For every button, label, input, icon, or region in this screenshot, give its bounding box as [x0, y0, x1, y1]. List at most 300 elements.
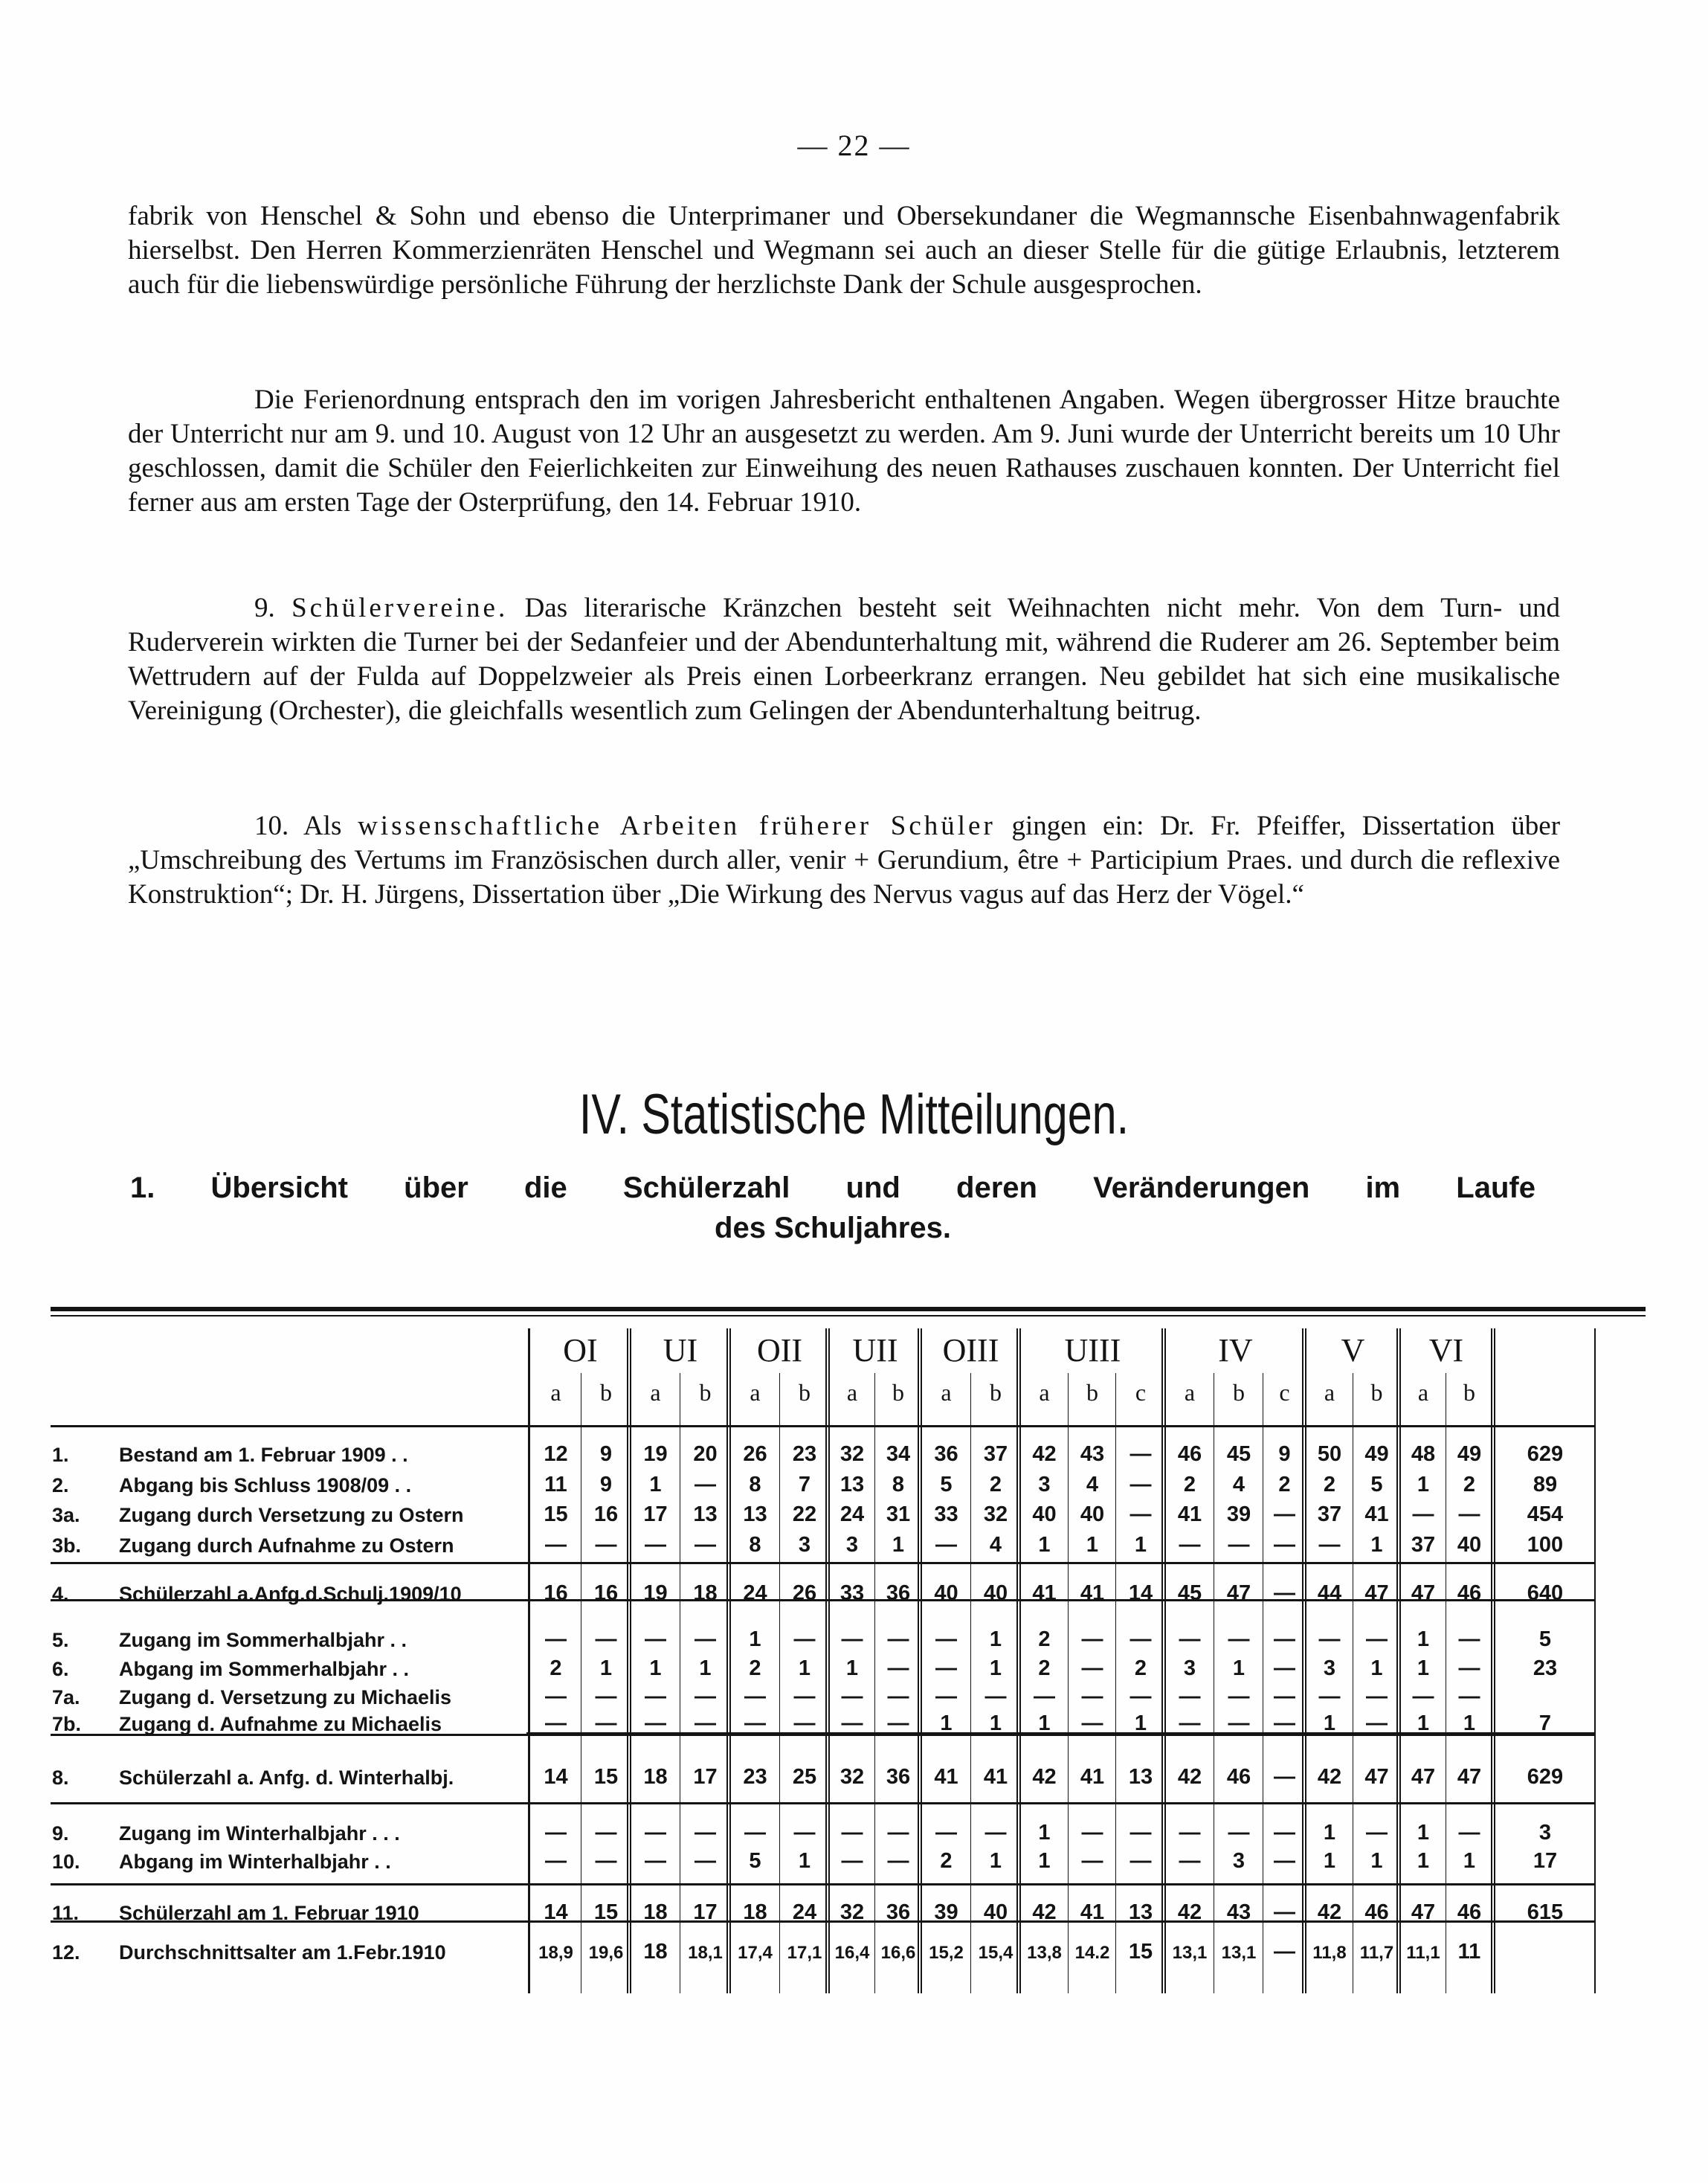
table-cell: 25 [792, 1765, 817, 1789]
table-cell: — [1228, 1711, 1250, 1735]
table-cell: — [1274, 1627, 1295, 1651]
table-cell: 1 [1232, 1656, 1245, 1680]
table-cell: — [1318, 1685, 1341, 1708]
table-cell: 3 [1183, 1656, 1196, 1680]
statistics-table [51, 1316, 1646, 2183]
table-cell: — [984, 1821, 1007, 1845]
table-cell: 5 [940, 1473, 953, 1496]
table-cell: 36 [886, 1765, 911, 1789]
table-cell: — [1129, 1849, 1152, 1873]
table-heading-word: und [845, 1171, 900, 1204]
table-cell: 40 [1032, 1502, 1057, 1526]
row-total: 17 [1533, 1849, 1558, 1873]
table-cell: — [1412, 1502, 1434, 1526]
section-9-number: 9. [254, 593, 275, 623]
table-cell: 36 [934, 1442, 958, 1466]
table-row-rule [51, 1883, 1596, 1885]
table-cell: 1 [1417, 1711, 1430, 1735]
table-cell: 26 [743, 1442, 767, 1466]
table-cell: 46 [1364, 1900, 1389, 1924]
table-cell: 1 [1417, 1473, 1430, 1496]
table-cell: — [1081, 1656, 1103, 1680]
table-cell: — [695, 1849, 716, 1873]
table-cell: — [545, 1627, 567, 1651]
table-cell: 1 [1370, 1849, 1383, 1873]
table-cell: — [695, 1533, 716, 1557]
class-subheader: a [750, 1379, 761, 1406]
class-subheader: a [846, 1379, 858, 1406]
table-cell: — [935, 1821, 957, 1845]
table-cell: 1 [1417, 1849, 1430, 1873]
table-cell: — [1274, 1940, 1295, 1964]
table-cell: 1 [1323, 1711, 1336, 1735]
table-cell: 16 [593, 1502, 619, 1526]
table-cell: 11,1 [1406, 1943, 1440, 1963]
table-cell: 49 [1457, 1442, 1482, 1466]
table-cell: 48 [1411, 1442, 1436, 1466]
row-number: 8. [52, 1766, 69, 1789]
row-label: Schülerzahl am 1. Februar 1910 [119, 1902, 419, 1924]
table-heading-line-2: des Schuljahres. [715, 1212, 951, 1244]
row-label: Schülerzahl a. Anfg. d. Winterhalbj. [119, 1766, 454, 1789]
table-cell: 17,4 [738, 1943, 773, 1963]
table-cell: 41 [934, 1765, 958, 1789]
paragraph-1-text: fabrik von Henschel & Sohn und ebenso die Unterprimaner und Obersekundaner die Wegmannsche Eisenbahnwagenfabrik hierselbst. Den Herren Kommerzienräten Henschel und Wegmann sei auch an dieser Stelle für die gütige Erlaubnis, letzterem auch für die liebenswürdige persönliche Führung der herzlichste Dank der Schule ausgesprochen. [128, 201, 1560, 300]
table-cell: 42 [1032, 1442, 1057, 1466]
table-cell: 14 [1128, 1581, 1153, 1605]
class-subheader: a [1184, 1379, 1196, 1406]
table-heading-word: die [523, 1171, 567, 1204]
table-cell: 8 [749, 1473, 761, 1496]
table-cell: 24 [743, 1581, 767, 1605]
table-cell: — [695, 1711, 716, 1735]
class-subheader: a [941, 1379, 952, 1406]
table-cell: 47 [1364, 1765, 1389, 1789]
row-number: 3b. [52, 1534, 82, 1557]
table-cell: 1 [1323, 1849, 1336, 1873]
table-cell: 4 [1086, 1473, 1099, 1496]
table-cell: 1 [989, 1849, 1002, 1873]
table-cell: — [645, 1627, 666, 1651]
table-cell: — [1179, 1821, 1201, 1845]
table-cell: 1 [1038, 1821, 1051, 1845]
table-cell: 45 [1177, 1581, 1202, 1605]
table-heading-word: Übersicht [210, 1171, 348, 1204]
table-cell: 40 [1457, 1533, 1482, 1557]
table-cell: 37 [1317, 1502, 1342, 1526]
table-cell: — [793, 1821, 816, 1845]
table-row-rule [51, 1802, 1596, 1804]
table-cell: 2 [989, 1473, 1002, 1496]
class-subheader: b [990, 1379, 1002, 1406]
table-cell: 8 [892, 1473, 905, 1496]
table-cell: — [595, 1533, 617, 1557]
table-cell: — [1318, 1627, 1341, 1651]
paragraph-1 [128, 199, 1560, 302]
table-cell: — [595, 1685, 617, 1708]
table-cell: 1 [649, 1656, 662, 1680]
table-cell: 13 [1128, 1765, 1153, 1789]
table-cell: — [1081, 1627, 1103, 1651]
table-cell: — [841, 1627, 863, 1651]
table-cell: 2 [940, 1849, 953, 1873]
row-number: 4. [52, 1583, 69, 1605]
table-cell: 3 [1232, 1849, 1245, 1873]
table-top-rule [51, 1307, 1646, 1311]
table-cell: 3 [845, 1533, 859, 1557]
table-cell: 2 [749, 1656, 761, 1680]
class-subheader: b [799, 1379, 811, 1406]
table-cell: 39 [934, 1900, 958, 1924]
table-cell: 3 [1038, 1473, 1051, 1496]
table-cell: 3 [798, 1533, 811, 1557]
table-cell: — [1228, 1627, 1250, 1651]
table-cell: 50 [1317, 1442, 1342, 1466]
table-cell: 1 [1417, 1627, 1430, 1651]
table-cell: — [1366, 1821, 1388, 1845]
table-cell: 47 [1411, 1900, 1436, 1924]
table-cell: 19 [643, 1442, 668, 1466]
table-cell: 47 [1411, 1581, 1436, 1605]
table-cell: 11 [1457, 1940, 1481, 1964]
table-cell: — [1081, 1849, 1103, 1873]
row-label: Abgang bis Schluss 1908/09 . . [119, 1474, 412, 1496]
table-cell: 1 [989, 1711, 1002, 1735]
table-cell: 39 [1226, 1502, 1251, 1526]
table-cell: 4 [1232, 1473, 1245, 1496]
table-cell: 26 [792, 1581, 817, 1605]
table-cell: 2 [550, 1656, 562, 1680]
row-total: 629 [1527, 1442, 1564, 1466]
class-subheader: c [1279, 1379, 1290, 1406]
table-cell: — [887, 1627, 909, 1651]
table-cell: 18 [643, 1940, 668, 1964]
table-cell: — [1081, 1711, 1103, 1735]
table-cell: — [695, 1473, 716, 1496]
table-cell: — [935, 1656, 957, 1680]
class-subheader: a [1039, 1379, 1050, 1406]
section-9-heading: Schülervereine. [291, 593, 509, 623]
table-cell: — [645, 1533, 666, 1557]
table-cell: 22 [792, 1502, 817, 1526]
table-cell: 23 [743, 1765, 767, 1789]
table-cell: — [1228, 1685, 1250, 1708]
table-cell: — [1228, 1821, 1250, 1845]
table-cell: — [695, 1627, 716, 1651]
table-cell: 14.2 [1074, 1943, 1110, 1963]
class-subheader: b [1086, 1379, 1098, 1406]
table-heading-word: Schülerzahl [622, 1171, 790, 1204]
table-cell: — [545, 1849, 567, 1873]
table-cell: 42 [1032, 1765, 1057, 1789]
table-cell: 46 [1177, 1442, 1202, 1466]
table-cell: 4 [989, 1533, 1002, 1557]
table-cell: — [1129, 1821, 1152, 1845]
table-cell: — [1412, 1685, 1434, 1708]
table-cell: — [545, 1711, 567, 1735]
table-cell: 15 [593, 1900, 619, 1924]
table-cell: — [1179, 1711, 1201, 1735]
paragraph-2 [128, 383, 1560, 520]
table-cell: — [1274, 1711, 1295, 1735]
table-cell: 41 [1177, 1502, 1202, 1526]
table-cell: 12 [544, 1442, 568, 1466]
table-cell: 1 [699, 1656, 712, 1680]
table-cell: — [887, 1849, 909, 1873]
row-number: 6. [52, 1658, 69, 1680]
class-subheader: b [699, 1379, 712, 1406]
table-cell: 18 [643, 1765, 668, 1789]
class-header: OIII [942, 1332, 999, 1369]
class-header: OI [563, 1332, 598, 1369]
table-cell: — [841, 1711, 863, 1735]
table-cell: 17 [693, 1765, 718, 1789]
table-cell: 32 [840, 1442, 865, 1466]
table-cell: 18,9 [538, 1943, 573, 1963]
table-cell: — [545, 1685, 567, 1708]
table-heading [130, 1168, 1535, 1248]
class-subheader: b [600, 1379, 612, 1406]
section-10 [128, 809, 1560, 912]
table-cell: 7 [798, 1473, 811, 1496]
table-cell: — [887, 1711, 909, 1735]
table-cell: 41 [1080, 1900, 1105, 1924]
table-cell: — [1274, 1533, 1295, 1557]
section-10-heading: wissenschaftliche Arbeiten früherer Schüler [358, 811, 996, 841]
table-cell: 47 [1457, 1765, 1482, 1789]
table-cell: — [1228, 1533, 1250, 1557]
table-cell: 2 [1134, 1656, 1147, 1680]
table-cell: — [887, 1656, 909, 1680]
table-cell: 32 [840, 1765, 865, 1789]
table-cell: 1 [798, 1849, 811, 1873]
table-cell: — [1274, 1685, 1295, 1708]
table-cell: 14 [544, 1765, 568, 1789]
table-cell: 8 [749, 1533, 761, 1557]
table-cell: 1 [845, 1656, 859, 1680]
table-cell: 1 [1463, 1711, 1476, 1735]
table-cell: 1 [649, 1473, 662, 1496]
row-total: 100 [1527, 1533, 1564, 1557]
table-cell: 41 [1080, 1581, 1105, 1605]
row-number: 12. [52, 1941, 80, 1964]
table-cell: 16,6 [880, 1943, 916, 1963]
table-cell: — [841, 1821, 863, 1845]
row-number: 5. [52, 1629, 69, 1651]
table-cell: 1 [1417, 1656, 1430, 1680]
table-cell: 1 [1370, 1656, 1383, 1680]
row-total: 640 [1527, 1581, 1564, 1605]
table-cell: 2 [1183, 1473, 1196, 1496]
class-subheader: c [1135, 1379, 1147, 1406]
row-number: 1. [52, 1444, 69, 1466]
page-number: — 22 — [797, 129, 911, 162]
table-cell: 11 [544, 1473, 567, 1496]
class-subheader: b [892, 1379, 904, 1406]
table-cell: 1 [1323, 1821, 1336, 1845]
table-cell: 1 [1086, 1533, 1099, 1557]
table-cell: 13,8 [1027, 1943, 1062, 1963]
table-cell: 24 [840, 1502, 865, 1526]
table-cell: — [1458, 1502, 1480, 1526]
table-cell: 17 [643, 1502, 668, 1526]
table-cell: — [1179, 1533, 1201, 1557]
table-cell: 37 [983, 1442, 1008, 1466]
class-subheader: b [1370, 1379, 1383, 1406]
class-subheader: a [650, 1379, 661, 1406]
table-cell: 2 [1278, 1473, 1291, 1496]
table-cell: 13 [693, 1502, 718, 1526]
table-cell: 40 [983, 1900, 1008, 1924]
class-header: UII [852, 1332, 898, 1369]
table-cell: 40 [983, 1581, 1008, 1605]
table-cell: — [984, 1685, 1007, 1708]
class-header: OII [756, 1332, 803, 1369]
row-total: 89 [1533, 1473, 1558, 1496]
table-cell: 1 [1134, 1711, 1147, 1735]
table-cell: 18 [643, 1900, 668, 1924]
table-cell: 2 [1323, 1473, 1336, 1496]
table-cell: 1 [1370, 1533, 1383, 1557]
table-cell: 43 [1080, 1442, 1105, 1466]
table-cell: — [595, 1627, 617, 1651]
table-cell: 42 [1177, 1765, 1202, 1789]
table-cell: — [1458, 1627, 1480, 1651]
table-cell: 32 [840, 1900, 865, 1924]
table-cell: 2 [1038, 1627, 1051, 1651]
table-cell: — [1274, 1849, 1295, 1873]
class-subheader: b [1233, 1379, 1245, 1406]
table-cell: 40 [1080, 1502, 1105, 1526]
class-subheader: b [1463, 1379, 1475, 1406]
table-cell: 13,1 [1221, 1943, 1257, 1963]
table-cell: — [1179, 1849, 1201, 1873]
row-total: 3 [1538, 1821, 1552, 1845]
table-cell: — [1129, 1685, 1152, 1708]
table-cell: 13 [743, 1502, 767, 1526]
table-cell: 1 [749, 1627, 761, 1651]
table-cell: 43 [1226, 1900, 1251, 1924]
table-heading-line-1 [130, 1168, 1535, 1208]
row-label: Durchschnittsalter am 1.Febr.1910 [119, 1941, 446, 1964]
table-cell: 1 [798, 1656, 811, 1680]
table-cell: 15,4 [978, 1943, 1013, 1963]
table-cell: — [545, 1821, 567, 1845]
table-cell: 5 [1370, 1473, 1383, 1496]
table-cell: 1 [940, 1711, 953, 1735]
table-cell: — [793, 1711, 816, 1735]
row-number: 9. [52, 1822, 69, 1845]
table-cell: — [1179, 1627, 1201, 1651]
table-cell: — [1129, 1442, 1152, 1466]
table-cell: 41 [983, 1765, 1008, 1789]
table-cell: 18 [743, 1900, 767, 1924]
table-cell: 19 [643, 1581, 668, 1605]
table-cell: — [1129, 1502, 1152, 1526]
table-cell: 46 [1226, 1765, 1251, 1789]
table-cell: — [1458, 1685, 1480, 1708]
table-cell: — [1081, 1685, 1103, 1708]
table-cell: 19,6 [588, 1943, 624, 1963]
table-cell: 44 [1317, 1581, 1342, 1605]
table-cell: 20 [693, 1442, 718, 1466]
row-total: 615 [1527, 1900, 1564, 1924]
class-subheader: a [1324, 1379, 1335, 1406]
table-cell: — [1274, 1656, 1295, 1680]
table-cell: 13,1 [1172, 1943, 1208, 1963]
table-cell: — [1318, 1533, 1341, 1557]
row-label: Zugang im Winterhalbjahr . . . [119, 1822, 400, 1845]
table-cell: 1 [1038, 1533, 1051, 1557]
table-cell: 11,7 [1359, 1943, 1394, 1963]
class-subheader: a [550, 1379, 561, 1406]
class-header: VI [1428, 1332, 1464, 1369]
row-number: 2. [52, 1474, 69, 1496]
table-cell: 1 [989, 1656, 1002, 1680]
table-cell: 15 [1128, 1940, 1153, 1964]
table-cell: 14 [544, 1900, 568, 1924]
table-cell: 47 [1364, 1581, 1389, 1605]
table-cell: 24 [792, 1900, 817, 1924]
class-header: IV [1218, 1332, 1253, 1369]
table-cell: — [793, 1627, 816, 1651]
table-cell: 37 [1411, 1533, 1436, 1557]
paragraph-2-text: Die Ferienordnung entsprach den im vorigen Jahresbericht enthaltenen Angaben. Wegen übergrosser Hitze brauchte der Unterricht nur am 9. und 10. August von 12 Uhr an ausgesetzt zu werden. Am 9. Juni wurde der Unterricht bereits um 10 Uhr geschlossen, damit die Schüler den Feierlichkeiten zur Einweihung des neuen Rathauses zuschauen konnten. Der Unterricht fiel ferner aus am ersten Tage der Osterprüfung, den 14. Februar 1910. [128, 385, 1560, 518]
table-cell: 1 [892, 1533, 905, 1557]
table-cell: — [1179, 1685, 1201, 1708]
table-cell: 9 [599, 1442, 613, 1466]
table-cell: — [1129, 1627, 1152, 1651]
table-cell: — [935, 1533, 957, 1557]
table-cell: 47 [1226, 1581, 1251, 1605]
table-cell: 41 [1080, 1765, 1105, 1789]
table-cell: — [1274, 1765, 1295, 1789]
section-title: IV. Statistische Mitteilungen. [579, 1083, 1129, 1146]
table-cell: 13 [1128, 1900, 1153, 1924]
table-cell: 13 [840, 1473, 865, 1496]
table-cell: 11,8 [1312, 1943, 1347, 1963]
table-cell: 15 [544, 1502, 568, 1526]
table-cell: — [645, 1711, 666, 1735]
table-cell: 45 [1226, 1442, 1251, 1466]
row-number: 7a. [52, 1686, 80, 1708]
row-number: 10. [52, 1851, 80, 1873]
table-cell: — [595, 1849, 617, 1873]
table-cell: 1 [1134, 1533, 1147, 1557]
class-header: V [1341, 1332, 1365, 1369]
row-label: Zugang im Sommerhalbjahr . . [119, 1629, 407, 1651]
table-heading-word: Laufe [1456, 1171, 1535, 1204]
table-cell: 40 [934, 1581, 958, 1605]
table-cell: 33 [934, 1502, 958, 1526]
table-cell: — [793, 1685, 816, 1708]
table-cell: 47 [1411, 1765, 1436, 1789]
table-cell: 1 [1417, 1821, 1430, 1845]
table-cell: 16 [593, 1581, 619, 1605]
table-cell: — [841, 1849, 863, 1873]
table-cell: 16 [544, 1581, 568, 1605]
table-heading-word: deren [956, 1171, 1037, 1204]
table-row-rule [51, 1425, 1596, 1427]
table-cell: — [595, 1711, 617, 1735]
table-heading-number: 1. [130, 1171, 155, 1204]
table-cell: 42 [1032, 1900, 1057, 1924]
table-cell: — [887, 1821, 909, 1845]
table-cell: — [1366, 1627, 1388, 1651]
table-cell: 1 [599, 1656, 613, 1680]
table-cell: — [1274, 1581, 1295, 1605]
table-cell: — [645, 1685, 666, 1708]
